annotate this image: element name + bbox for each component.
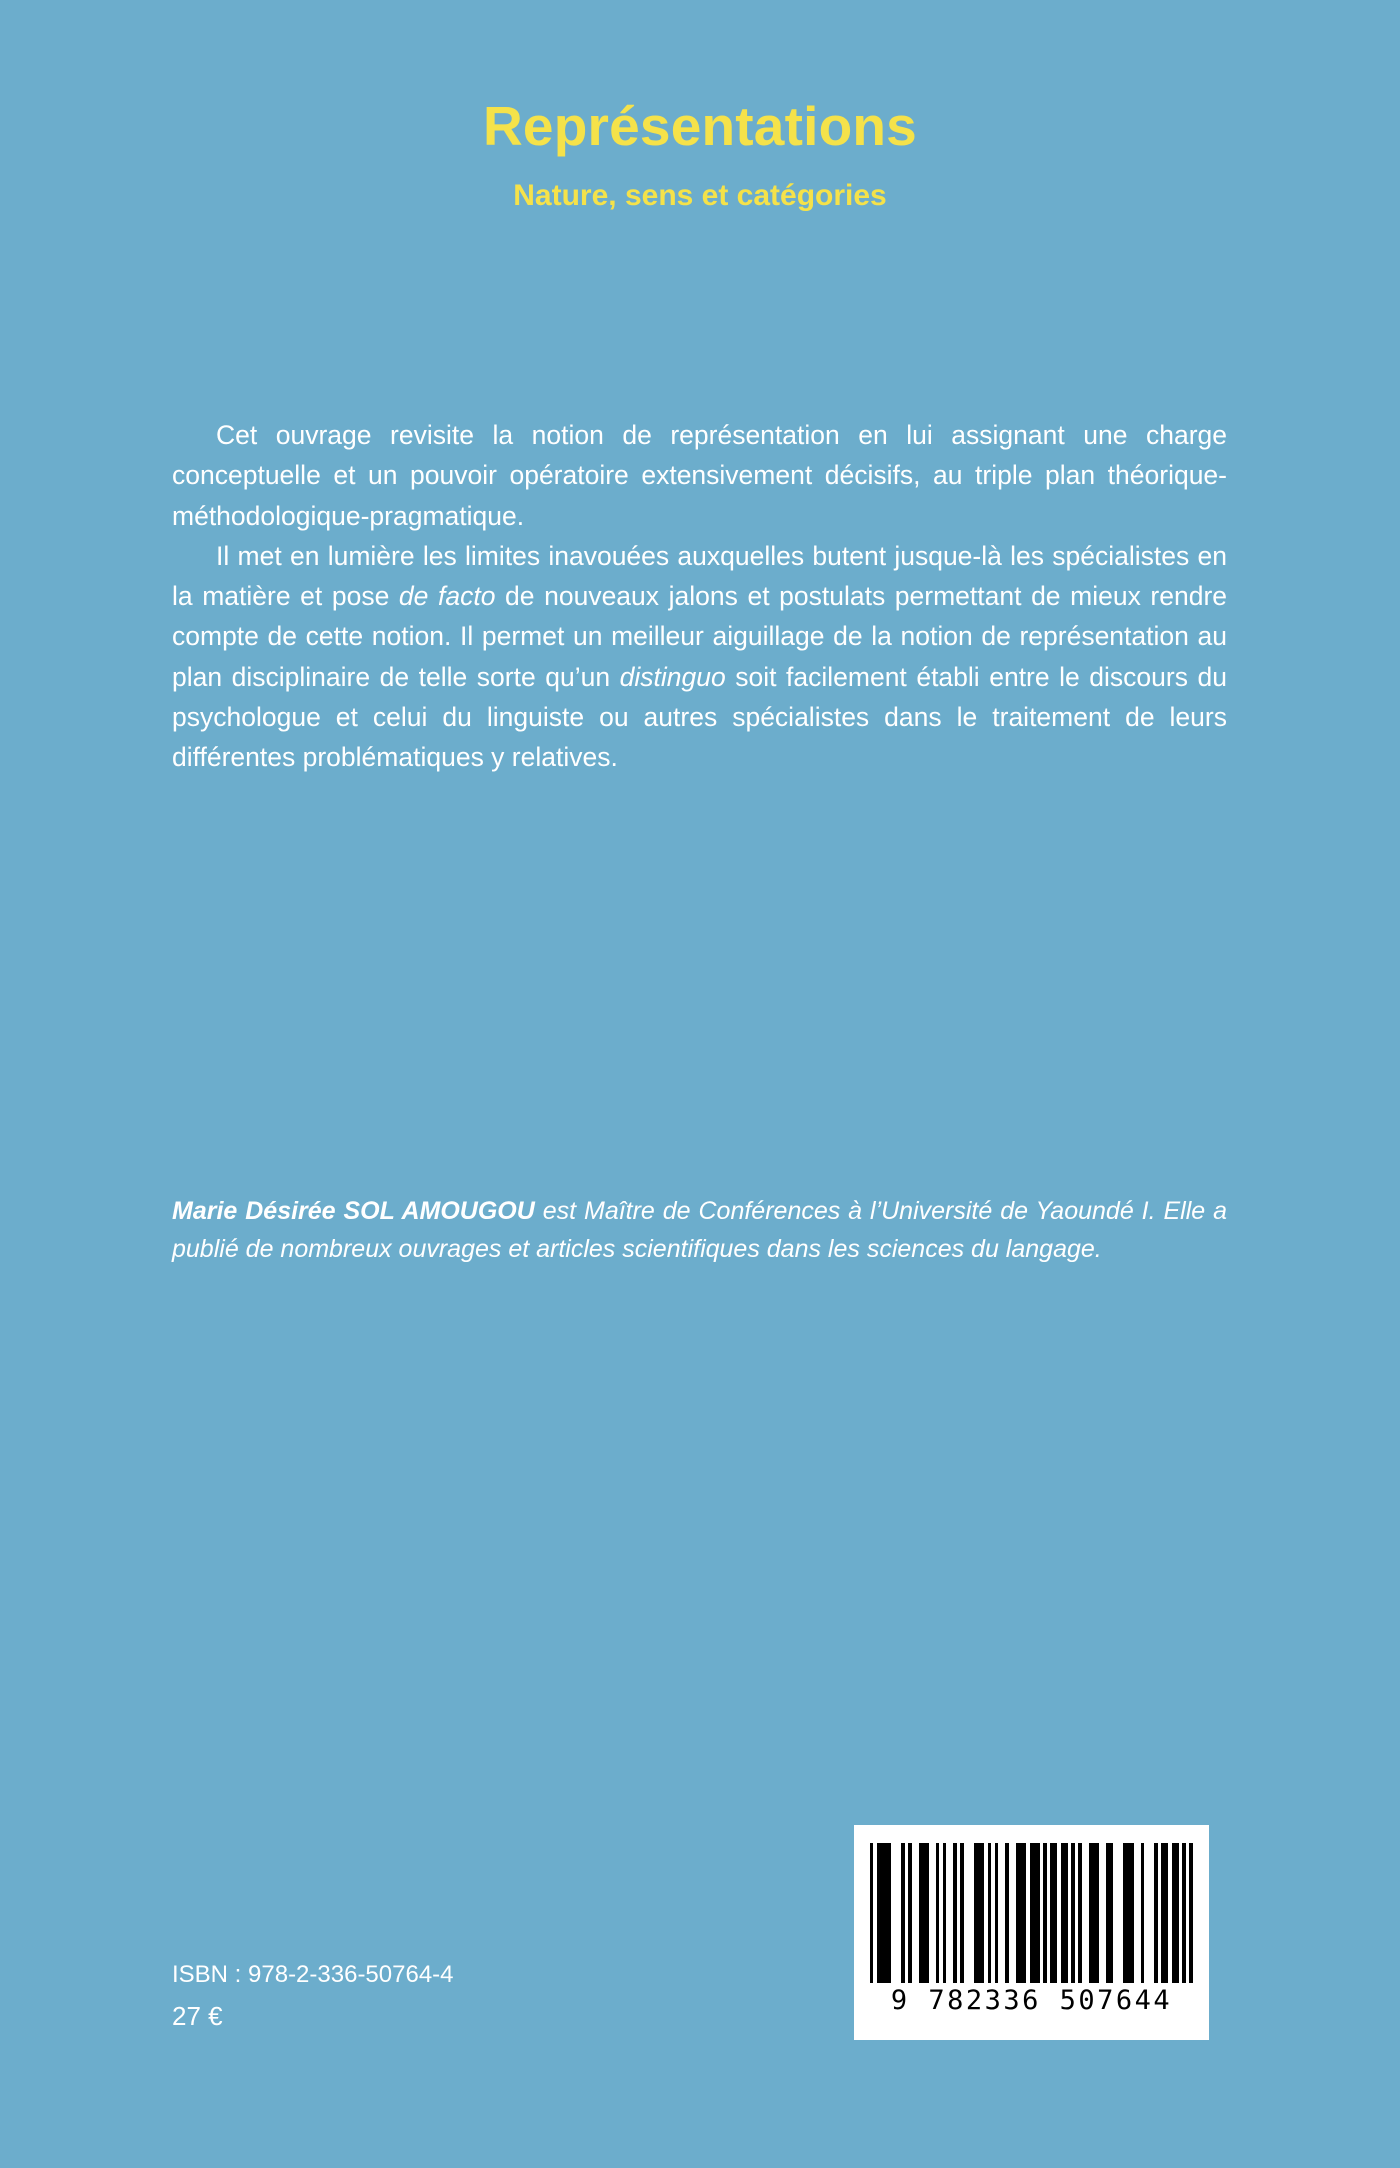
barcode-bars: [870, 1843, 1193, 1983]
title-block: [0, 96, 1400, 213]
author-name: Marie Désirée SOL AMOUGOU: [172, 1197, 535, 1225]
blurb-text: [172, 415, 1227, 777]
isbn-block: [172, 1955, 454, 2037]
blurb-p2-italic-2: distinguo: [619, 661, 726, 692]
page-title: Représentations: [483, 95, 917, 157]
page-subtitle: Nature, sens et catégories: [513, 178, 887, 212]
isbn-label: ISBN : 978-2-336-50764-4: [172, 1961, 454, 1988]
author-biography-text: est Maître de Conférences à l’Université de Yaoundé I. Elle a publié de nombreux ouvrages et articles scientifiques dans les sciences du langage.: [172, 1197, 1227, 1263]
barcode: [854, 1825, 1209, 2040]
blurb-paragraph-2: [172, 536, 1227, 778]
author-biography: [172, 1193, 1227, 1268]
blurb-p2-part-2: de nouveaux jalons et postulats permettant de mieux rendre compte de cette notion. Il permet un meilleur aiguillage de la notion de représentation au plan disciplinaire de telle sorte qu’un: [172, 581, 1228, 692]
blurb-p2-part-1: Il met en lumière les limites inavouées auxquelles butent jusque-là les spécialistes en la matière et pose: [172, 540, 1227, 612]
price-label: 27 €: [172, 2000, 223, 2031]
blurb-p2-part-3: soit facilement établi entre le discours du psychologue et celui du linguiste ou autres spécialistes dans le traitement de leurs différentes problématiques y relatives.: [172, 661, 1227, 773]
barcode-number: 9 782336 507644: [890, 1985, 1173, 2016]
blurb-paragraph-1: Cet ouvrage revisite la notion de représentation en lui assignant une charge conceptuelle et un pouvoir opératoire extensivement décisifs, au triple plan théorique-méthodologique-pragmatique.: [172, 420, 1227, 531]
blurb-p2-italic-1: de facto: [398, 581, 496, 612]
